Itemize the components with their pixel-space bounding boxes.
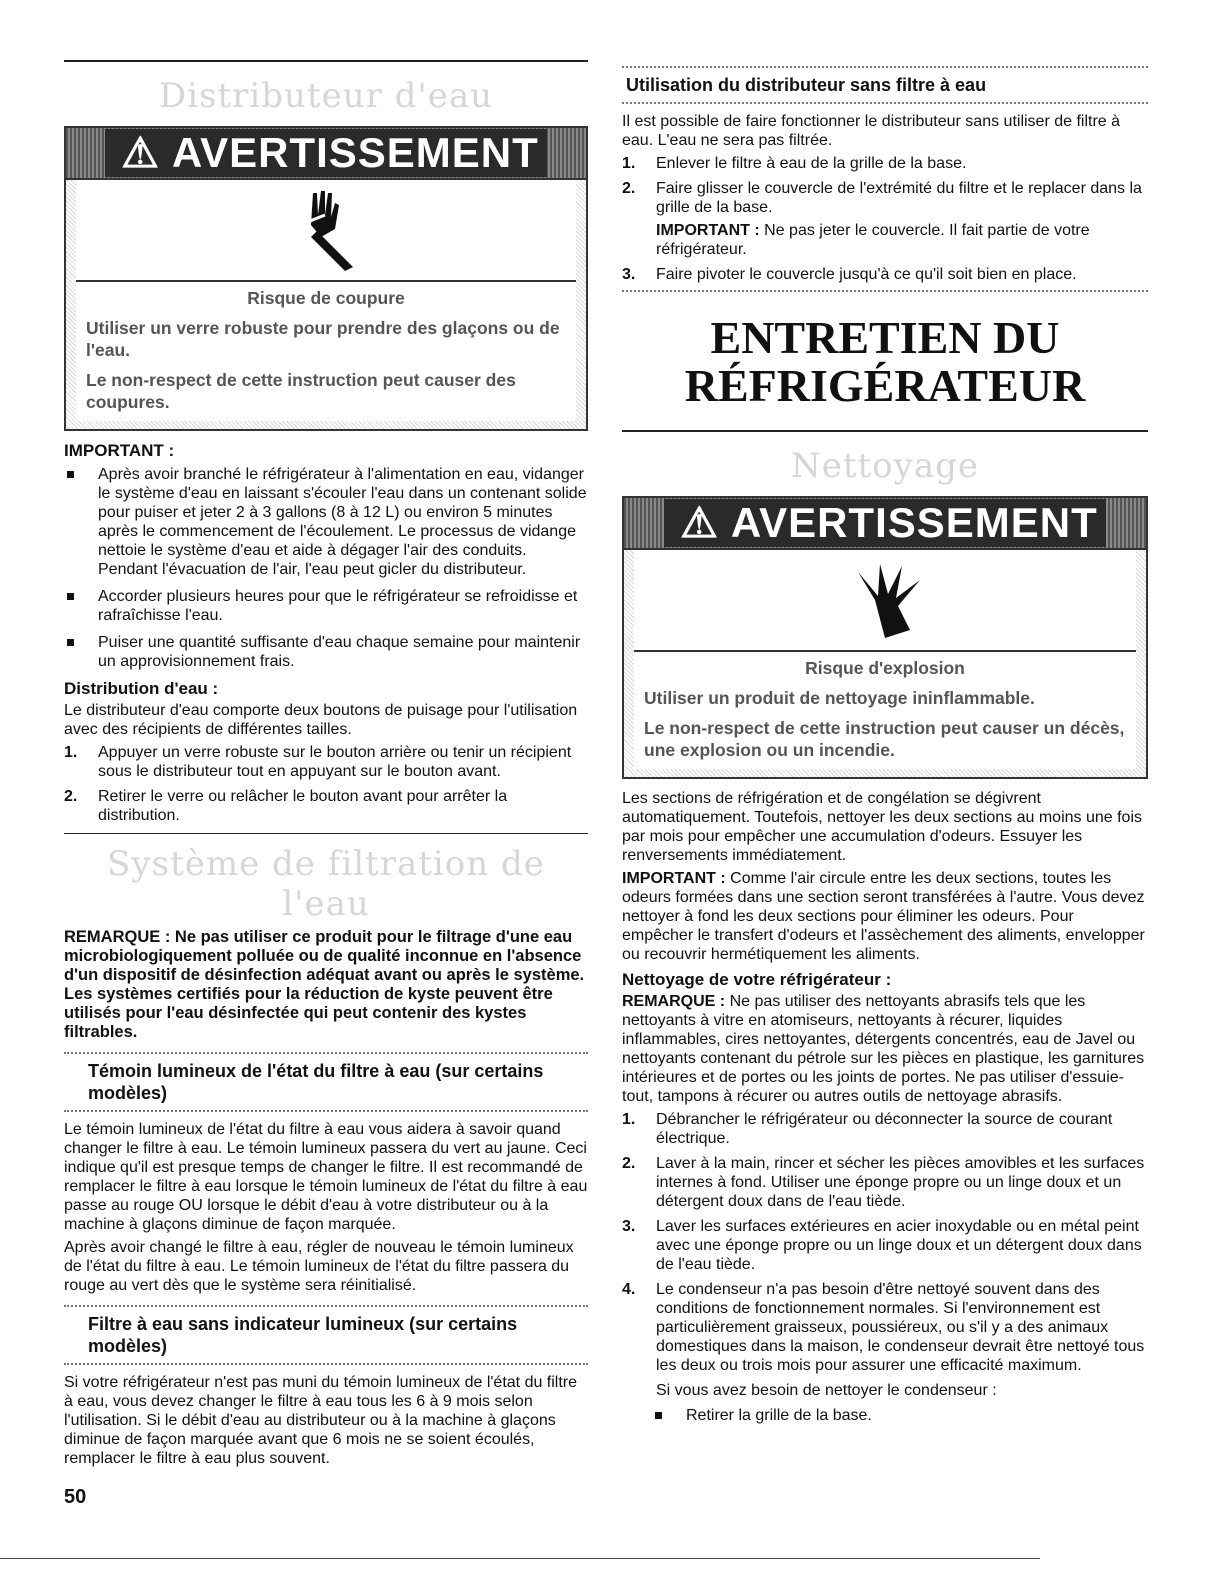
warning-triangle-icon: ⚠: [672, 499, 727, 546]
subheading-sans-indicateur: Filtre à eau sans indicateur lumineux (sur certains modèles): [64, 1305, 588, 1365]
step-text: Retirer le verre ou relâcher le bouton avant pour arrêter la distribution.: [98, 788, 508, 824]
remarque-text: Ne pas utiliser des nettoyants abrasifs tels que les nettoyants à vitre en atomiseurs, nettoyants à récurer, liquides inflammables, cires nettoyantes, détergents concentrés, eau de Javel ou nettoyants contenant du pétrole sur les pièces en plastique, les garnitures intérieures et de portes ou les joints de portes. Ne pas utiliser d'essuie-tout, tampons à récurer ou autres outils de nettoyage abrasifs.: [622, 993, 1145, 1105]
step-number: 3.: [622, 266, 636, 283]
nettoyage-important: [622, 869, 1148, 964]
step-item: [622, 154, 1148, 173]
step-number: 1.: [622, 155, 636, 172]
step-number: 1.: [64, 744, 78, 761]
warning-header-text: AVERTISSEMENT: [730, 499, 1098, 546]
temoin-paragraph: Après avoir changé le filtre à eau, régler de nouveau le témoin lumineux de l'état du filtre à eau. Le témoin lumineux de l'état du filtre passera du rouge au vert dès que le système sera réinitialisé.: [64, 1239, 574, 1294]
section-rule: [64, 833, 588, 834]
important-label: IMPORTANT :: [622, 870, 726, 887]
warning-box-explosion: [622, 496, 1148, 779]
left-column: [64, 60, 588, 1472]
distribution-heading: Distribution d'eau :: [64, 679, 219, 698]
page-title-line: ENTRETIEN DU: [710, 312, 1060, 363]
warning-box-coupure: [64, 126, 588, 431]
condenser-bullets: [652, 1406, 1148, 1425]
step-item: [622, 265, 1148, 284]
step-extra: Si vous avez besoin de nettoyer le condenseur :: [656, 1382, 997, 1399]
sans-filtre-steps: [622, 154, 1148, 284]
step-item: [622, 179, 1148, 259]
step-item: [64, 743, 588, 781]
section-title-filtration: Système de filtration de l'eau: [107, 844, 545, 924]
step-number: 2.: [622, 180, 636, 197]
bullet-item: Retirer la grille de la base.: [652, 1406, 1148, 1425]
step-item: [622, 1154, 1148, 1211]
important-heading: IMPORTANT :: [64, 441, 175, 460]
cut-hazard-icon: [76, 180, 576, 280]
subheading-sans-filtre: Utilisation du distributeur sans filtre à eau: [622, 66, 1148, 104]
step-number: 2.: [622, 1155, 636, 1172]
cleaning-steps: [622, 1110, 1148, 1400]
bottom-rule: [0, 1558, 1040, 1559]
warning-line: Le non-respect de cette instruction peut causer des coupures.: [86, 370, 516, 412]
important-text: Comme l'air circule entre les deux sections, toutes les odeurs formées dans une section seront transférées à l'autre. Vous devez nettoyer à fond les deux sections pour éliminer les odeurs. Pour empêcher le transfert d'odeurs et l'assèchement des aliments, envelopper ou recouvrir hermétiquement les aliments.: [622, 870, 1145, 963]
step-text: Appuyer un verre robuste sur le bouton arrière ou tenir un récipient sous le distributeur tout en appuyant sur le bouton avant.: [98, 744, 572, 780]
page-number: 50: [64, 1486, 87, 1508]
section-title-distributeur: Distributeur d'eau: [158, 76, 494, 116]
distribution-text: Le distributeur d'eau comporte deux boutons de puisage pour l'utilisation avec des récipients de différentes tailles.: [64, 702, 578, 738]
section-title-nettoyage: Nettoyage: [790, 446, 980, 486]
sans-indicateur-paragraph: Si votre réfrigérateur n'est pas muni du témoin lumineux de l'état du filtre à eau, vous devez changer le filtre à eau tous les 6 à 9 mois selon l'utilisation. Si le débit d'eau au distributeur ou à la machine à glaçons diminue de façon marquée avant que 6 mois ne se soient écoulés, remplacer le filtre à eau plus souvent.: [64, 1374, 578, 1467]
step-text: Le condenseur n'a pas besoin d'être nettoyé souvent dans des conditions de fonctionnement normales. Si l'environnement est particulièrement graisseux, poussiéreux, ou s'il y a des animaux domestiques dans la maison, le condenseur devrait être nettoyé tous les deux ou trois mois pour assurer une efficacité maximum.: [656, 1281, 1145, 1374]
warning-line: Le non-respect de cette instruction peut causer un décès, une explosion ou un incendie.: [644, 718, 1125, 760]
dotted-rule: [622, 290, 1148, 292]
warning-line: Utiliser un produit de nettoyage ininflammable.: [644, 688, 1035, 708]
cleaning-heading: Nettoyage de votre réfrigérateur :: [622, 970, 892, 989]
step-text: Enlever le filtre à eau de la grille de la base.: [656, 155, 967, 172]
cleaning-remarque: [622, 992, 1148, 1106]
step-number: 1.: [622, 1111, 636, 1128]
step-number: 4.: [622, 1281, 636, 1298]
important-text: Ne pas jeter le couvercle. Il fait partie de votre réfrigérateur.: [656, 222, 1090, 258]
step-text: Laver à la main, rincer et sécher les pièces amovibles et les surfaces internes à fond. Utiliser une éponge propre ou un linge doux et un détergent doux dans de l'eau tiède.: [656, 1155, 1145, 1210]
step-text: Débrancher le réfrigérateur ou déconnecter la source de courant électrique.: [656, 1111, 1113, 1147]
warning-line: Utiliser un verre robuste pour prendre des glaçons ou de l'eau.: [86, 318, 560, 360]
top-rule: [64, 60, 588, 62]
sans-filtre-intro: Il est possible de faire fonctionner le distributeur sans utiliser de filtre à eau. L'eau ne sera pas filtrée.: [622, 113, 1121, 149]
page-title: [622, 314, 1148, 410]
warning-title: Risque de coupure: [247, 288, 405, 308]
warning-body: [634, 650, 1136, 769]
warning-header: [624, 498, 1146, 550]
important-label: IMPORTANT :: [656, 222, 760, 239]
explosion-hazard-icon: [634, 550, 1136, 650]
subheading-temoin: Témoin lumineux de l'état du filtre à eau (sur certains modèles): [64, 1052, 588, 1112]
remarque-filtration: REMARQUE : Ne pas utiliser ce produit pour le filtrage d'une eau microbiologiquement polluée ou de qualité inconnue en l'absence d'un dispositif de désinfection adéquat avant ou après le système. Les systèmes certifiés pour la réduction de kyste peuvent être utilisés pour l'eau désinfectée qui peut contenir des kystes filtrables.: [64, 928, 585, 1041]
warning-triangle-icon: ⚠: [113, 129, 168, 176]
remarque-label: REMARQUE :: [622, 993, 726, 1010]
step-item: [64, 787, 588, 825]
bullet-item: Après avoir branché le réfrigérateur à l'alimentation en eau, vidanger le système d'eau en laissant s'écouler l'eau dans un contenant solide pour puiser et jeter 2 à 3 gallons (8 à 12 L) ou environ 5 minutes après le commencement de l'écoulement. Le processus de vidange nettoie le système d'eau et aide à dégager l'air des conduits. Pendant l'évacuation de l'air, l'eau peut gicler du distributeur.: [64, 465, 588, 579]
step-item: [622, 1110, 1148, 1148]
warning-header-text: AVERTISSEMENT: [171, 129, 539, 176]
step-number: 2.: [64, 788, 78, 805]
right-column: [622, 66, 1148, 1433]
warning-body: [76, 280, 576, 421]
temoin-paragraph: Le témoin lumineux de l'état du filtre à eau vous aidera à savoir quand changer le filtre à eau. Le témoin lumineux passera du vert au jaune. Ceci indique qu'il est presque temps de changer le filtre. Il est recommandé de remplacer le filtre à eau lorsque le témoin lumineux de l'état du filtre à eau passe au rouge OU lorsque le débit d'eau à votre distributeur ou à la machine à glaçons diminue de façon marquée.: [64, 1121, 588, 1233]
step-text: Laver les surfaces extérieures en acier inoxydable ou en métal peint avec une éponge propre ou un linge doux et un détergent doux dans de l'eau tiède.: [656, 1218, 1142, 1273]
step-item: [622, 1217, 1148, 1274]
step-text: Faire pivoter le couvercle jusqu'à ce qu'il soit bien en place.: [656, 266, 1077, 283]
distribution-steps: [64, 743, 588, 825]
bullet-item: Puiser une quantité suffisante d'eau chaque semaine pour maintenir un approvisionnement frais.: [64, 633, 588, 671]
page-title-line: RÉFRIGÉRATEUR: [684, 360, 1086, 411]
nettoyage-paragraph: Les sections de réfrigération et de congélation se dégivrent automatiquement. Toutefois, nettoyer les deux sections au moins une fois par mois pour empêcher une accumulation d'odeurs. Essuyer les renversements immédiatement.: [622, 790, 1143, 864]
bullet-item: Accorder plusieurs heures pour que le réfrigérateur se refroidisse et rafraîchisse l'eau.: [64, 587, 588, 625]
important-bullets: [64, 465, 588, 671]
warning-header: [66, 128, 586, 180]
step-item: [622, 1280, 1148, 1400]
step-text: Faire glisser le couvercle de l'extrémité du filtre et le replacer dans la grille de la base.: [656, 180, 1142, 216]
section-rule: [622, 430, 1148, 432]
warning-title: Risque d'explosion: [805, 658, 965, 678]
step-number: 3.: [622, 1218, 636, 1235]
